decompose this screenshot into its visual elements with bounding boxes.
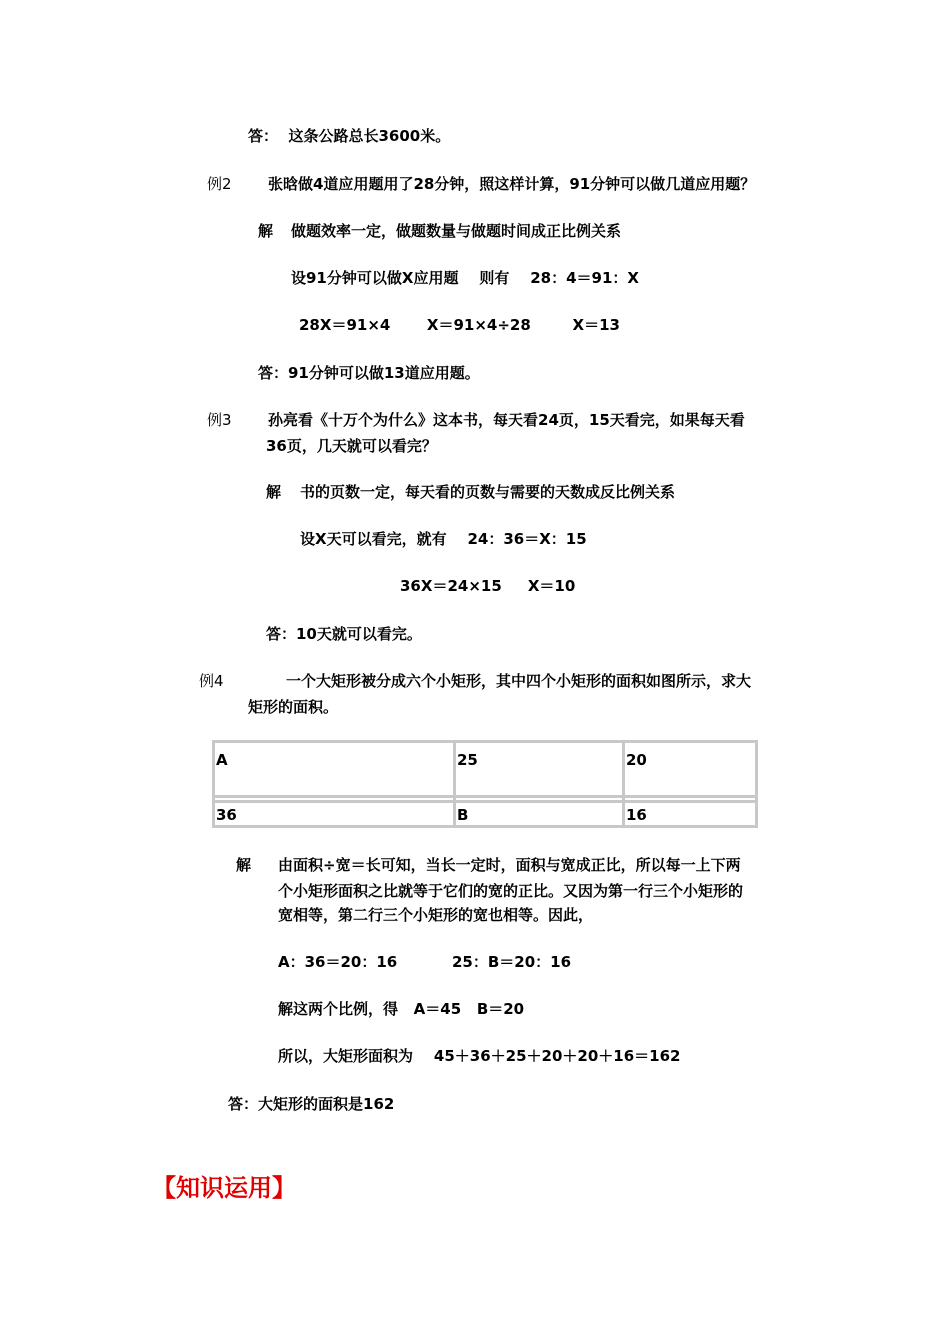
example-4-solution-line1: 由面积÷宽＝长可知，当长一定时，面积与宽成正比，所以每一上下两 xyxy=(278,856,741,874)
table-cell-36: 36 xyxy=(216,806,237,824)
example-3-label: 例3 xyxy=(207,411,232,429)
example-4-solve-both: 解这两个比例，得 A＝45 B＝20 xyxy=(278,1000,525,1018)
example-3-problem-line1: 孙亮看《十万个为什么》这本书，每天看24页，15天看完，如果每天看 xyxy=(268,411,745,429)
example-2-problem: 张晗做4道应用题用了28分钟，照这样计算，91分钟可以做几道应用题？ xyxy=(268,175,756,193)
example-4-solve-label: 解 xyxy=(236,856,252,874)
rectangle-area-table xyxy=(212,740,758,828)
example-4-total: 所以，大矩形面积为 45＋36＋25＋20＋20＋16＝162 xyxy=(278,1047,681,1065)
table-cell-20: 20 xyxy=(626,751,647,769)
example-3-analysis: 书的页数一定，每天看的页数与需要的天数成反比例关系 xyxy=(300,483,676,501)
example-4-problem-line1: 一个大矩形被分成六个小矩形，其中四个小矩形的面积如图所示，求大 xyxy=(286,672,752,690)
example-4-answer: 答：大矩形的面积是162 xyxy=(228,1095,395,1113)
example-2-solve-label: 解 xyxy=(258,222,274,240)
example-4-label: 例4 xyxy=(199,672,224,690)
example-2-analysis: 做题效率一定，做题数量与做题时间成正比例关系 xyxy=(291,222,622,240)
table-divider xyxy=(215,795,755,798)
table-cell-a: A xyxy=(216,751,228,769)
section-title: 【知识运用】 xyxy=(152,1174,296,1202)
example-2-answer: 答：91分钟可以做13道应用题。 xyxy=(258,364,480,382)
example-3-setup: 设X天可以看完，就有 24：36＝X：15 xyxy=(300,530,587,548)
example-2-calc: 28X＝91×4 X＝91×4÷28 X＝13 xyxy=(299,316,620,334)
example-3-solve-label: 解 xyxy=(266,483,282,501)
example-4-solution-line2: 个小矩形面积之比就等于它们的宽的正比。又因为第一行三个小矩形的 xyxy=(278,882,744,900)
example-3-calc: 36X＝24×15 X＝10 xyxy=(400,577,576,595)
intro-answer: 答： 这条公路总长3600米。 xyxy=(248,127,451,145)
example-4-problem-line2: 矩形的面积。 xyxy=(248,698,339,716)
table-cell-25: 25 xyxy=(457,751,478,769)
example-2-setup: 设91分钟可以做X应用题 则有 28：4＝91：X xyxy=(291,269,639,287)
example-3-answer: 答：10天就可以看完。 xyxy=(266,625,422,643)
table-cell-b: B xyxy=(457,806,469,824)
example-2-label: 例2 xyxy=(207,175,232,193)
example-4-proportion-2: 25：B＝20：16 xyxy=(452,953,572,971)
table-divider xyxy=(215,800,755,803)
example-4-proportion-1: A：36＝20：16 xyxy=(278,953,398,971)
example-4-solution-line3: 宽相等，第二行三个小矩形的宽也相等。因此， xyxy=(278,906,594,924)
table-cell-16: 16 xyxy=(626,806,647,824)
example-3-problem-line2: 36页，几天就可以看完？ xyxy=(266,437,437,455)
